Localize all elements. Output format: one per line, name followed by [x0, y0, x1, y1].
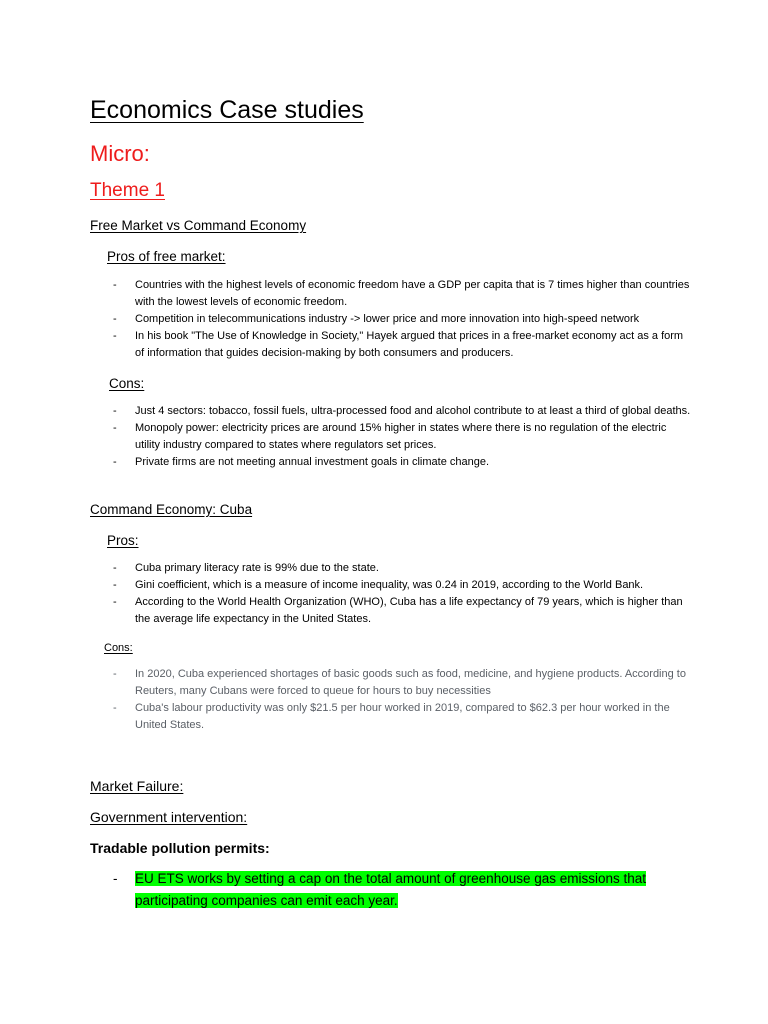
cuba-pros-list: [113, 560, 693, 628]
tradable-permits-list: [113, 868, 673, 912]
list-item: - Countries with the highest levels of economic freedom have a GDP per capita that is 7 times higher than countries with the lowest levels of economic freedom.: [113, 277, 693, 311]
list-item: - Just 4 sectors: tobacco, fossil fuels, ultra-processed food and alcohol contribute to at least a third of global deaths.: [113, 403, 693, 420]
free-market-cons-heading: Cons:: [109, 376, 145, 391]
government-intervention-heading: Government intervention:: [90, 809, 248, 825]
list-item: - Monopoly power: electricity prices are around 15% higher in states where there is no regulation of the electric utility industry compared to states where regulators set prices.: [113, 420, 693, 454]
list-item: - Competition in telecommunications industry -> lower price and more innovation into high-speed network: [113, 311, 693, 328]
tradable-permits-heading: Tradable pollution permits:: [90, 840, 270, 856]
list-item: - Private firms are not meeting annual investment goals in climate change.: [113, 454, 693, 471]
list-item: - Gini coefficient, which is a measure of income inequality, was 0.24 in 2019, according to the World Bank.: [113, 577, 693, 594]
cuba-cons-heading: Cons:: [104, 642, 133, 654]
free-market-cons-list: [113, 403, 693, 471]
market-failure-heading: Market Failure:: [90, 778, 184, 794]
list-item: - Cuba primary literacy rate is 99% due to the state.: [113, 560, 693, 577]
micro-heading: Micro:: [90, 141, 150, 166]
pros-free-market-heading: Pros of free market:: [107, 249, 226, 264]
list-item: - In his book "The Use of Knowledge in Society," Hayek argued that prices in a free-market economy act as a form of information that guides decision-making by both consumers and producers.: [113, 328, 693, 362]
document-title: Economics Case studies: [90, 96, 364, 124]
free-market-pros-list: [113, 277, 693, 362]
cuba-pros-heading: Pros:: [107, 533, 139, 548]
section-cuba-heading: Command Economy: Cuba: [90, 502, 253, 517]
section-free-market-heading: Free Market vs Command Economy: [90, 218, 307, 233]
list-item: - Cuba's labour productivity was only $21.5 per hour worked in 2019, compared to $62.3 per hour worked in the United States.: [113, 700, 693, 734]
cuba-cons-list: [113, 666, 693, 734]
list-item: [113, 868, 673, 912]
highlighted-text: EU ETS works by setting a cap on the total amount of greenhouse gas emissions that participating companies can emit each year.: [135, 871, 647, 908]
list-item: - In 2020, Cuba experienced shortages of basic goods such as food, medicine, and hygiene products. According to Reuters, many Cubans were forced to queue for hours to buy necessities: [113, 666, 693, 700]
list-item: - According to the World Health Organization (WHO), Cuba has a life expectancy of 79 years, which is higher than the average life expectancy in the United States.: [113, 594, 693, 628]
theme-heading: Theme 1: [90, 180, 165, 201]
